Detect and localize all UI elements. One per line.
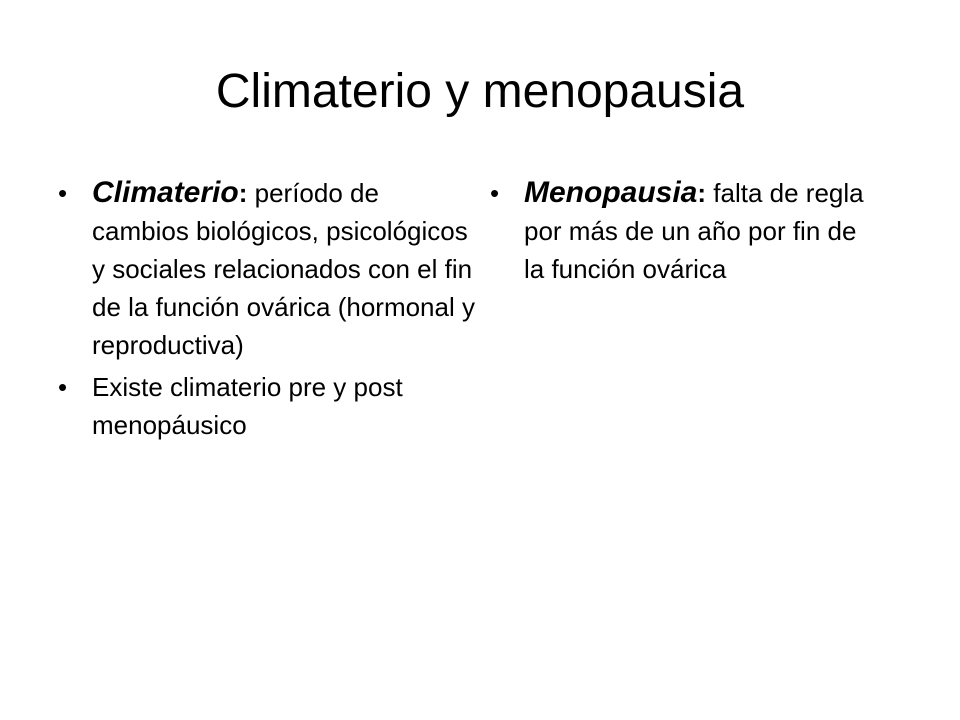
bullet-icon: •	[58, 372, 68, 402]
right-column	[490, 174, 870, 292]
definition-climaterio: período de cambios biológicos, psicológicos y sociales relacionados con el fin de la función ovárica (hormonal y reproductiva)	[92, 178, 475, 360]
term-climaterio: Climaterio	[92, 176, 239, 209]
slide-title: Climaterio y menopausia	[215, 65, 745, 118]
bullet-item-climaterio	[58, 174, 476, 364]
climaterio-types-text: Existe climaterio pre y post menopáusico	[92, 372, 403, 440]
definition-menopausia: falta de regla por más de un año por fin de la función ovárica	[524, 178, 864, 284]
left-column	[58, 174, 476, 448]
bullet-icon: •	[58, 178, 68, 208]
bullet-item-menopausia	[490, 174, 870, 288]
term-menopausia: Menopausia	[524, 176, 698, 209]
term-colon: :	[238, 178, 248, 208]
bullet-item-climaterio-types	[58, 368, 476, 444]
term-colon: :	[697, 178, 707, 208]
bullet-icon: •	[490, 178, 500, 208]
